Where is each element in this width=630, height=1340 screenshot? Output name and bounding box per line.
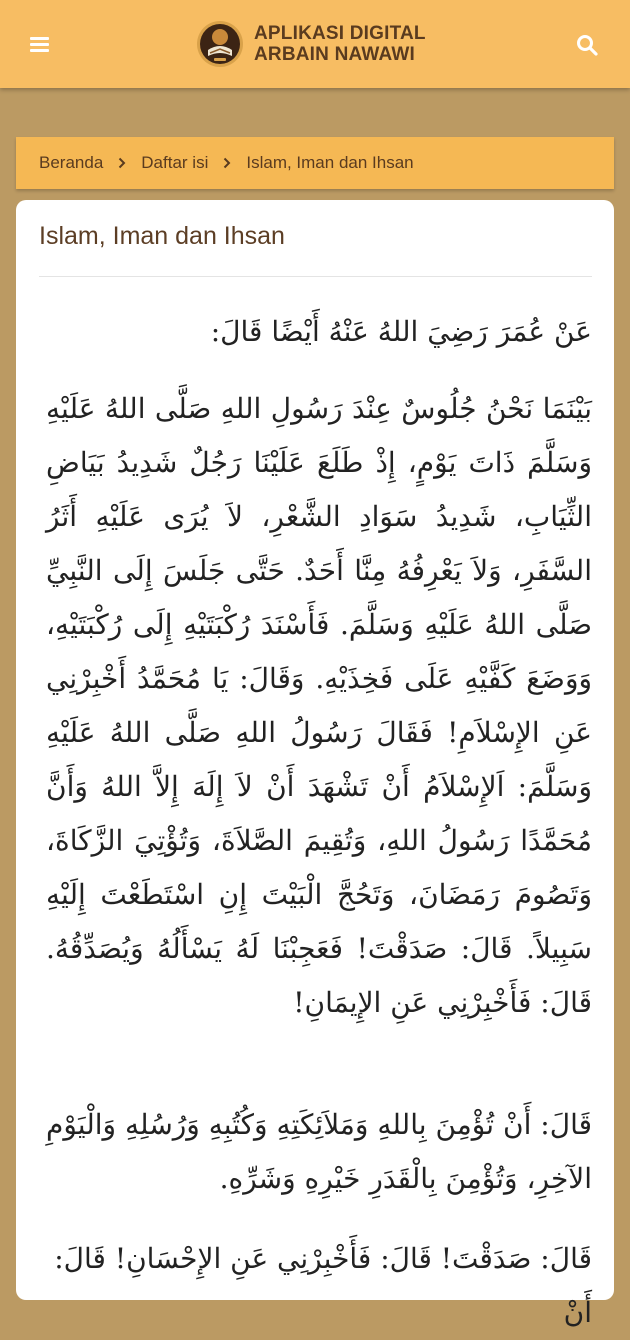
search-icon[interactable] <box>575 33 599 57</box>
logo-icon <box>196 20 244 68</box>
top-app-bar <box>0 0 630 88</box>
app-brand[interactable] <box>196 17 426 71</box>
chevron-right-icon <box>117 157 127 169</box>
page-title: Islam, Iman dan Ihsan <box>39 222 285 250</box>
breadcrumb-home[interactable]: Beranda <box>39 153 104 172</box>
arabic-paragraph-intro: عَنْ عُمَرَ رَضِيَ اللهُ عَنْهُ أَيْضًا قَالَ: <box>210 315 592 348</box>
arabic-paragraph-main: بَيْنَمَا نَحْنُ جُلُوسٌ عِنْدَ رَسُولِ اللهِ صَلَّى اللهُ عَلَيْهِ وَسَلَّمَ ذَاتَ يَوْمٍ، إِذْ طَلَعَ عَلَيْنَا رَجُلٌ شَدِيدُ بَيَاضِ الثِّيَابِ، شَدِيدُ سَوَادِ الشَّعْرِ، لاَ يُرَى عَلَيْهِ أَثَرُ السَّفَرِ، وَلاَ يَعْرِفُهُ مِنَّا أَحَدٌ. حَتَّى جَلَسَ إِلَى النَّبِيِّ صَلَّى اللهُ عَلَيْهِ وَسَلَّمَ. فَأَسْنَدَ رُكْبَتَيْهِ إِلَى رُكْبَتَيْهِ، وَوَضَعَ كَفَّيْهِ عَلَى فَخِذَيْهِ. وَقَالَ: يَا مُحَمَّدُ أَخْبِرْنِي عَنِ الإِسْلاَمِ! فَقَالَ رَسُولُ اللهِ صَلَّى اللهُ عَلَيْهِ وَسَلَّمَ: اَلإِسْلاَمُ أَنْ تَشْهَدَ أَنْ لاَ إِلَهَ إِلاَّ اللهُ وَأَنَّ مُحَمَّدًا رَسُولُ اللهِ، وَتُقِيمَ الصَّلاَةَ، وَتُؤْتِيَ الزَّكَاةَ، وَتَصُومَ رَمَضَانَ، وَتَحُجَّ الْبَيْتَ إِنِ اسْتَطَعْتَ إِلَيْهِ سَبِيلاً. قَالَ: صَدَقْتَ! فَعَجِبْنَا لَهُ يَسْأَلُهُ وَيُصَدِّقُهُ. قَالَ: فَأَخْبِرْنِي عَنِ الإِيمَانِ! <box>46 392 592 1019</box>
hadith-card <box>16 200 614 1329</box>
breadcrumb-current: Islam, Iman dan Ihsan <box>246 153 414 172</box>
app-title-line1: APLIKASI DIGITAL <box>254 23 426 44</box>
arabic-paragraph-ihsan: قَالَ: صَدَقْتَ! قَالَ: فَأَخْبِرْنِي عَنِ الإِحْسَانِ! قَالَ: أَنْ <box>54 1242 592 1329</box>
app-title <box>254 23 426 65</box>
app-title-line2: ARBAIN NAWAWI <box>254 44 415 65</box>
menu-icon[interactable] <box>30 33 52 55</box>
breadcrumb <box>16 137 614 189</box>
arabic-paragraph-iman: قَالَ: أَنْ تُؤْمِنَ بِاللهِ وَمَلاَئِكَتِهِ وَكُتُبِهِ وَرُسُلِهِ وَالْيَوْمِ الآخِرِ، وَتُؤْمِنَ بِالْقَدَرِ خَيْرِهِ وَشَرِّهِ. <box>46 1108 592 1195</box>
divider <box>39 276 592 277</box>
chevron-right-icon <box>222 157 232 169</box>
breadcrumb-daftar-isi[interactable]: Daftar isi <box>141 153 209 172</box>
